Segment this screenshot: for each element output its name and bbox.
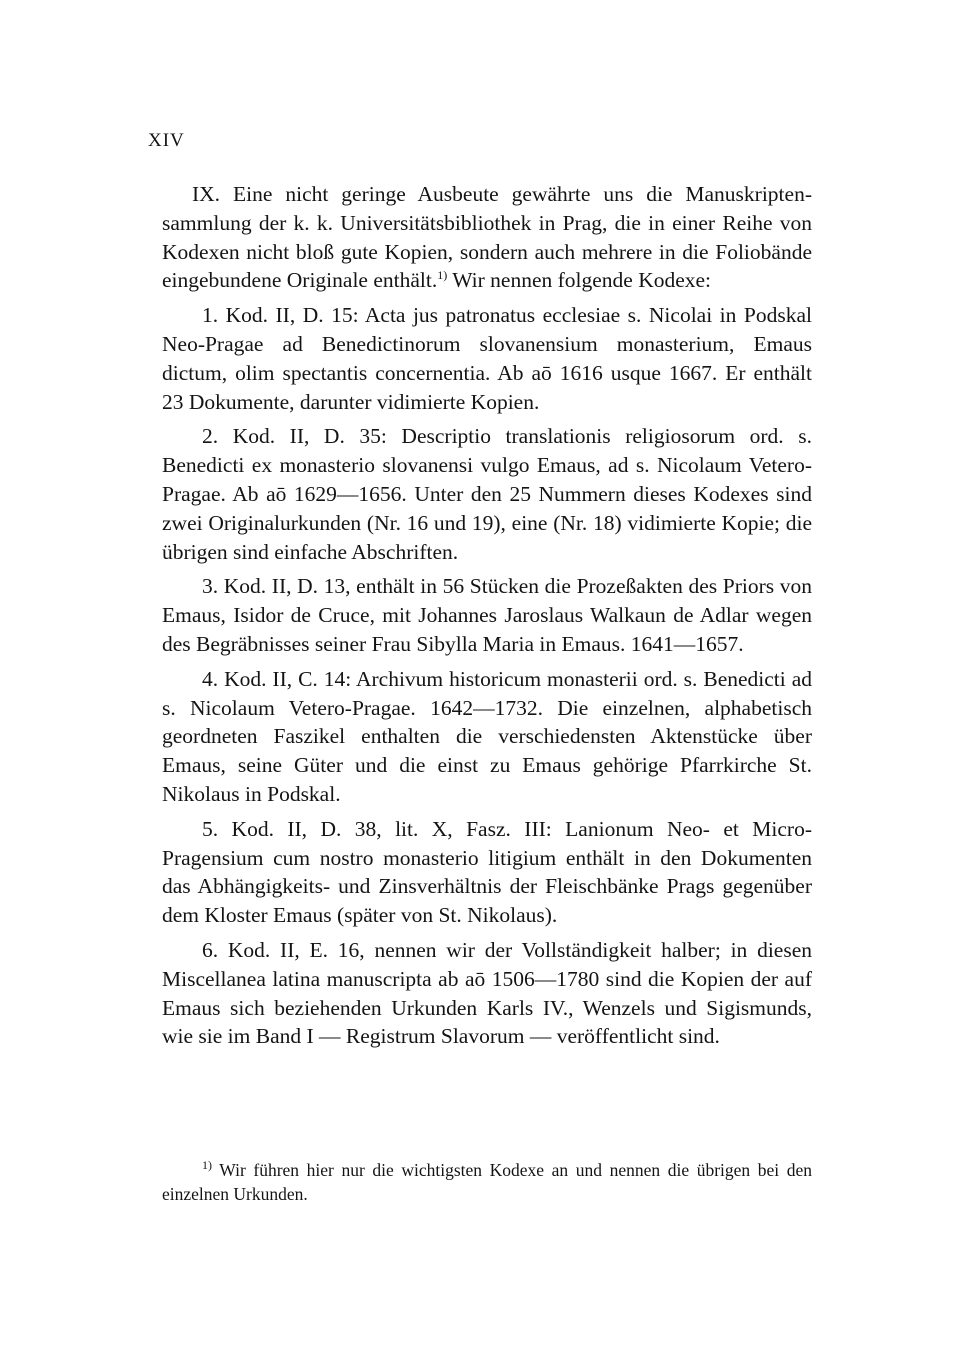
codex-entry-1: 1. Kod. II, D. 15: Acta jus patronatus ecclesiae s. Nicolai in Podskal Neo-Pragae ad Benedictinorum slovanensium monasterium, Emaus dictum, olim spectantis concernentia. Ab aō 1616 usque 1667. Er enthält 23 Dokumente, darunter vidimierte Kopien. [162, 303, 812, 414]
codex-entry-5: 5. Kod. II, D. 38, lit. X, Fasz. III: Lanionum Neo- et Micro-Pragensium cum nostro monasterio litigium enthält in den Dokumenten das Abhängigkeits- und Zinsverhältnis der Fleischbänke Prags gegenüber dem Kloster Emaus (später von St. Nikolaus). [162, 816, 812, 928]
footnote-reference: 1) [437, 268, 448, 283]
body-text [162, 180, 812, 1057]
intro-text-continued: Wir nennen folgende Kodexe: [447, 268, 712, 293]
intro-paragraph [162, 180, 812, 295]
footnote-marker: 1) [202, 1158, 212, 1173]
codex-entry-4: 4. Kod. II, C. 14: Archivum historicum monasterii ord. s. Benedicti ad s. Nicolaum Vetero-Pragae. 1642—1732. Die einzelnen, alphabetisch geordneten Faszikel enthalten die verschiedensten Aktenstücke über Emaus, seine Güter und die einst zu Emaus gehörige Pfarrkirche St. Nikolaus in Podskal. [162, 666, 812, 806]
footnote-text: Wir führen hier nur die wichtigsten Kodexe an und nennen die übrigen bei den einzelnen Urkunden. [162, 1160, 812, 1204]
codex-entry-2: 2. Kod. II, D. 35: Descriptio translationis religiosorum ord. s. Benedicti ex monasterio slovanensi vulgo Emaus, ad s. Nicolaum Vetero-Pragae. Ab aō 1629—1656. Unter den 25 Nummern dieses Kodexes sind zwei Originalurkunden (Nr. 16 und 19), eine (Nr. 18) vidimierte Kopie; die übrigen sind einfache Abschriften. [162, 424, 812, 564]
intro-text: IX. Eine nicht geringe Ausbeute gewährte uns die Manuskripten-sammlung der k. k. Universitätsbibliothek in Prag, die in einer Reihe von Kodexen nicht bloß gute Kopien, sondern auch mehrere in die Foliobände eingebundene Originale enthält. [162, 182, 812, 293]
codex-entry-6: 6. Kod. II, E. 16, nennen wir der Vollständigkeit halber; in diesen Miscellanea latina manuscripta ab aō 1506—1780 sind die Kopien der auf Emaus sich beziehenden Urkunden Karls IV., Wenzels und Sigismunds, wie sie im Band I — Registrum Slavorum — veröffentlicht sind. [162, 937, 812, 1049]
page-number: XIV [148, 130, 185, 151]
footnote [162, 1158, 812, 1206]
codex-entry-3: 3. Kod. II, D. 13, enthält in 56 Stücken die Prozeßakten des Priors von Emaus, Isidor de Cruce, mit Johannes Jaroslaus Walkaun de Adlar wegen des Begräbnisses seiner Frau Sibylla Maria in Emaus. 1641—1657. [162, 574, 812, 656]
